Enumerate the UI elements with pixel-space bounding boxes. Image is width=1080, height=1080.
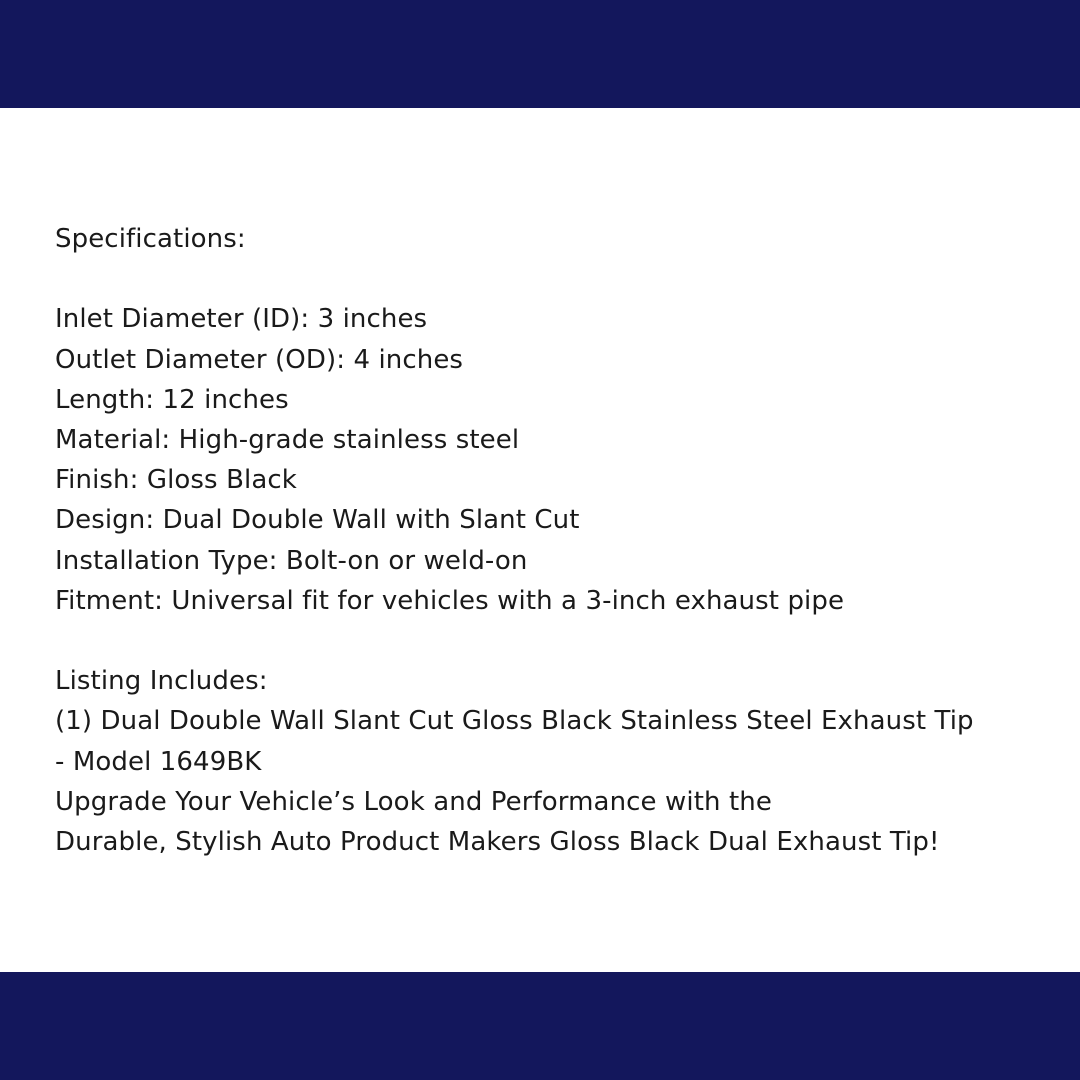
spec-finish: Finish: Gloss Black (55, 465, 297, 496)
listing-item-line-2: - Model 1649BK (55, 746, 262, 777)
spec-length: Length: 12 inches (55, 384, 289, 415)
tagline-line-1: Upgrade Your Vehicle’s Look and Performance with the (55, 786, 772, 817)
spec-material: Material: High-grade stainless steel (55, 425, 520, 455)
spec-outlet-diameter: Outlet Diameter (OD): 4 inches (55, 344, 464, 375)
spacer (55, 259, 1045, 299)
spec-inlet-diameter: Inlet Diameter (ID): 3 inches (55, 304, 428, 335)
spec-installation-type: Installation Type: Bolt-on or weld-on (55, 545, 528, 576)
listing-includes-heading: Listing Includes: (55, 666, 268, 697)
product-description (55, 219, 1045, 862)
bottom-banner (0, 972, 1080, 1080)
top-banner (0, 0, 1080, 108)
spec-design: Design: Dual Double Wall with Slant Cut (55, 505, 580, 536)
specifications-heading: Specifications: (55, 224, 246, 254)
spec-fitment: Fitment: Universal fit for vehicles with a 3-inch exhaust pipe (55, 585, 845, 616)
listing-item-line-1: (1) Dual Double Wall Slant Cut Gloss Black Stainless Steel Exhaust Tip (55, 706, 974, 737)
spacer (55, 621, 1045, 661)
tagline-line-2: Durable, Stylish Auto Product Makers Gloss Black Dual Exhaust Tip! (55, 827, 940, 858)
